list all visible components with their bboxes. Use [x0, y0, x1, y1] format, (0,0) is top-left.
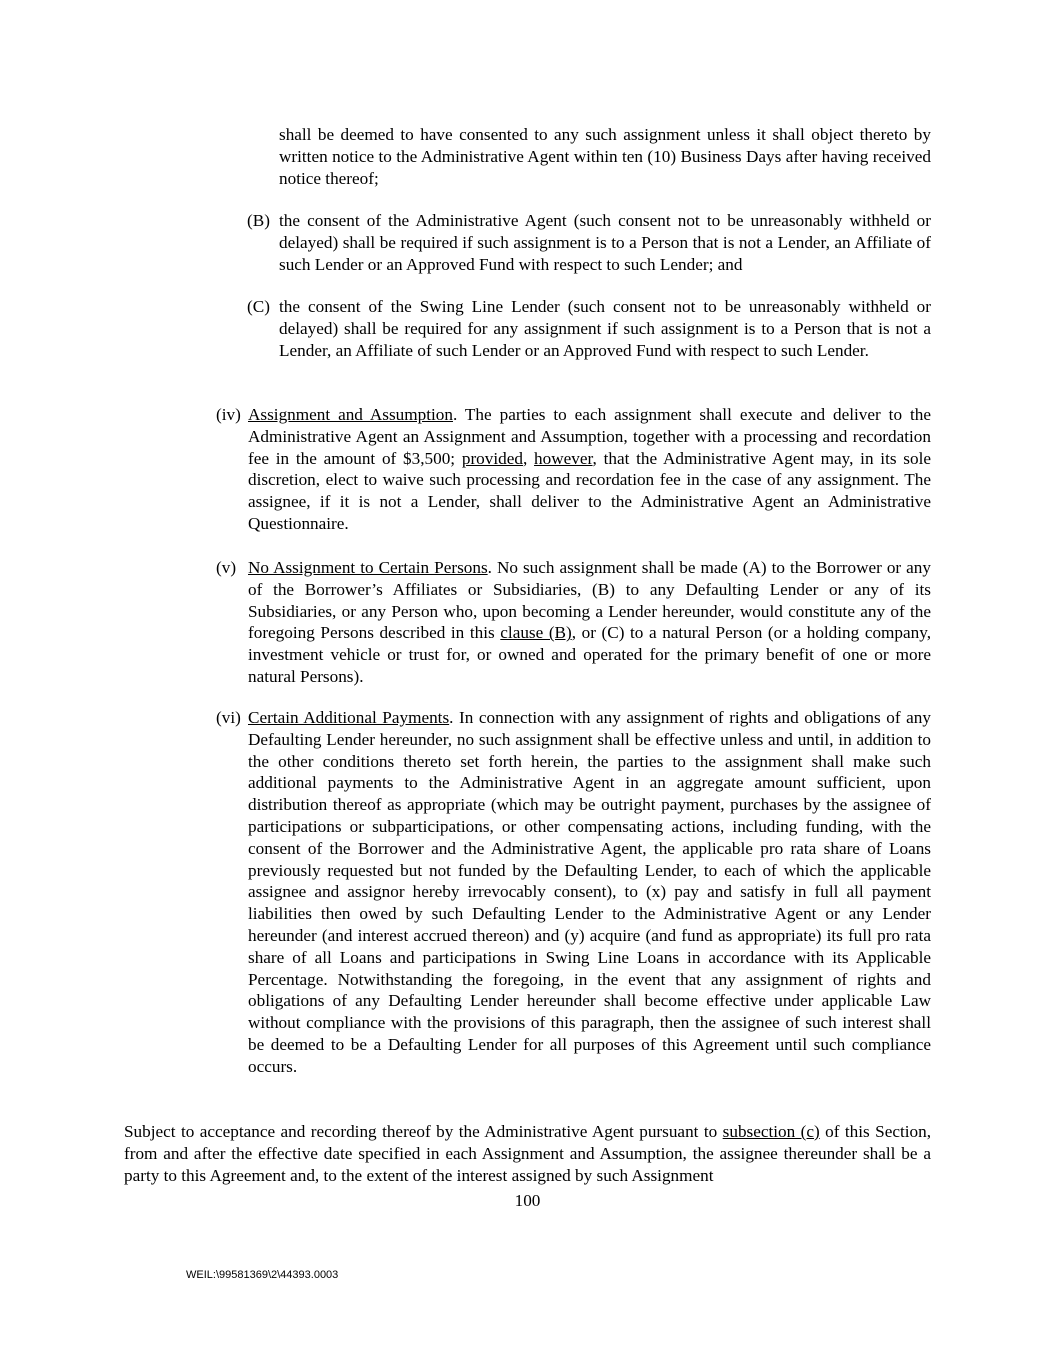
clause-c [247, 296, 931, 361]
clause-iv [216, 404, 932, 535]
clause-v-text-1: . No such assignment shall be made (A) to the Borrower or any of the Borrower’s Affiliates or Subsidiaries, (B) to any Defaulting Lender or any of its Subsidiaries, or any Person who, upon becoming a Lender hereunder, would constitute any of the foregoing Persons described in this [248, 558, 931, 643]
clause-v [216, 557, 932, 688]
continuation-text: shall be deemed to have consented to any such assignment unless it shall object thereto by written notice to the Administrative Agent within ten (10) Business Days after having received notice thereof; [279, 125, 931, 188]
continuation-paragraph [279, 124, 931, 189]
clause-b-label: (B) [247, 211, 270, 230]
clause-vi-label: (vi) [216, 708, 241, 727]
clause-vi-text: . In connection with any assignment of rights and obligations of any Defaulting Lender hereunder, no such assignment shall be effective unless and until, in addition to the other conditions thereto set forth herein, the parties to the assignment shall make such additional payments to the Administrative Agent in an aggregate amount sufficient, upon distribution thereof as appropriate (which may be outright payment, purchases by the assignee of participations or subparticipations, or other compensating actions, including funding, with the consent of the Borrower and the Administrative Agent, the applicable pro rata share of Loans previously requested but not funded by the Defaulting Lender, to each of which the applicable assignee and assignor hereby irrevocably consent), to (x) pay and satisfy in full all payment liabilities then owed by such Defaulting Lender to the Administrative Agent or any Lender hereunder (and interest accrued thereon) and (y) acquire (and fund as appropriate) its full pro rata share of all Loans and participations in Swing Line Loans in accordance with its Applicable Percentage. Notwithstanding the foregoing, in the event that any assignment of rights and obligations of any Defaulting Lender hereunder shall become effective under applicable Law without compliance with the provisions of this paragraph, then the assignee of such interest shall be deemed to be a Defaulting Lender for all purposes of this Agreement until such compliance occurs. [248, 708, 931, 1076]
clause-vi-heading: Certain Additional Payments [248, 708, 450, 727]
clause-b [247, 210, 931, 275]
clause-v-label: (v) [216, 558, 237, 577]
final-text-1: Subject to acceptance and recording thereof by the Administrative Agent pursuant to [124, 1122, 723, 1141]
clause-b-text: the consent of the Administrative Agent (such consent not to be unreasonably withheld or delayed) shall be required if such assignment is to a Person that is not a Lender, an Affiliate of such Lender or an Approved Fund with respect to such Lender; and [279, 211, 931, 274]
page-number: 100 [514, 1191, 541, 1210]
clause-iv-text-2: , that the Administrative Agent may, in its sole discretion, elect to waive such processing and recordation fee in the case of any assignment. The assignee, if it is not a Lender, shall deliver to the Administrative Agent an Administrative Questionnaire. [248, 448, 931, 533]
comma-separator: , [522, 448, 535, 468]
subsection-c-reference: subsection (c) [722, 1122, 820, 1141]
clause-vi [216, 707, 931, 1078]
however-term: however [534, 448, 593, 468]
clause-c-label: (C) [247, 297, 270, 316]
clause-iv-text-1: . The parties to each assignment shall execute and deliver to the Administrative Agent an Assignment and Assumption, together with a processing and recordation fee in the amount of $3,500; [248, 405, 932, 468]
final-paragraph [124, 1121, 931, 1186]
final-text-2: of this Section, from and after the effective date specified in each Assignment and Assumption, the assignee thereunder shall be a party to this Agreement and, to the extent of the interest assigned by such Assignment [124, 1122, 931, 1185]
document-footer-id: WEIL:\99581369\2\44393.0003 [186, 1269, 339, 1281]
clause-b-reference: clause (B) [500, 623, 572, 643]
clause-c-text: the consent of the Swing Line Lender (such consent not to be unreasonably withheld or delayed) shall be required for any assignment if such assignment is to a Person that is not a Lender, an Affiliate of such Lender or an Approved Fund with respect to such Lender. [279, 297, 931, 360]
clause-v-text-2: , or (C) to a natural Person (or a holding company, investment vehicle or trust for, or owned and operated for the primary benefit of one or more natural Persons). [248, 623, 932, 686]
provided-term: provided [461, 448, 523, 468]
clause-iv-label: (iv) [216, 405, 241, 424]
clause-iv-heading: Assignment and Assumption [248, 405, 453, 424]
clause-v-heading: No Assignment to Certain Persons [248, 558, 488, 577]
